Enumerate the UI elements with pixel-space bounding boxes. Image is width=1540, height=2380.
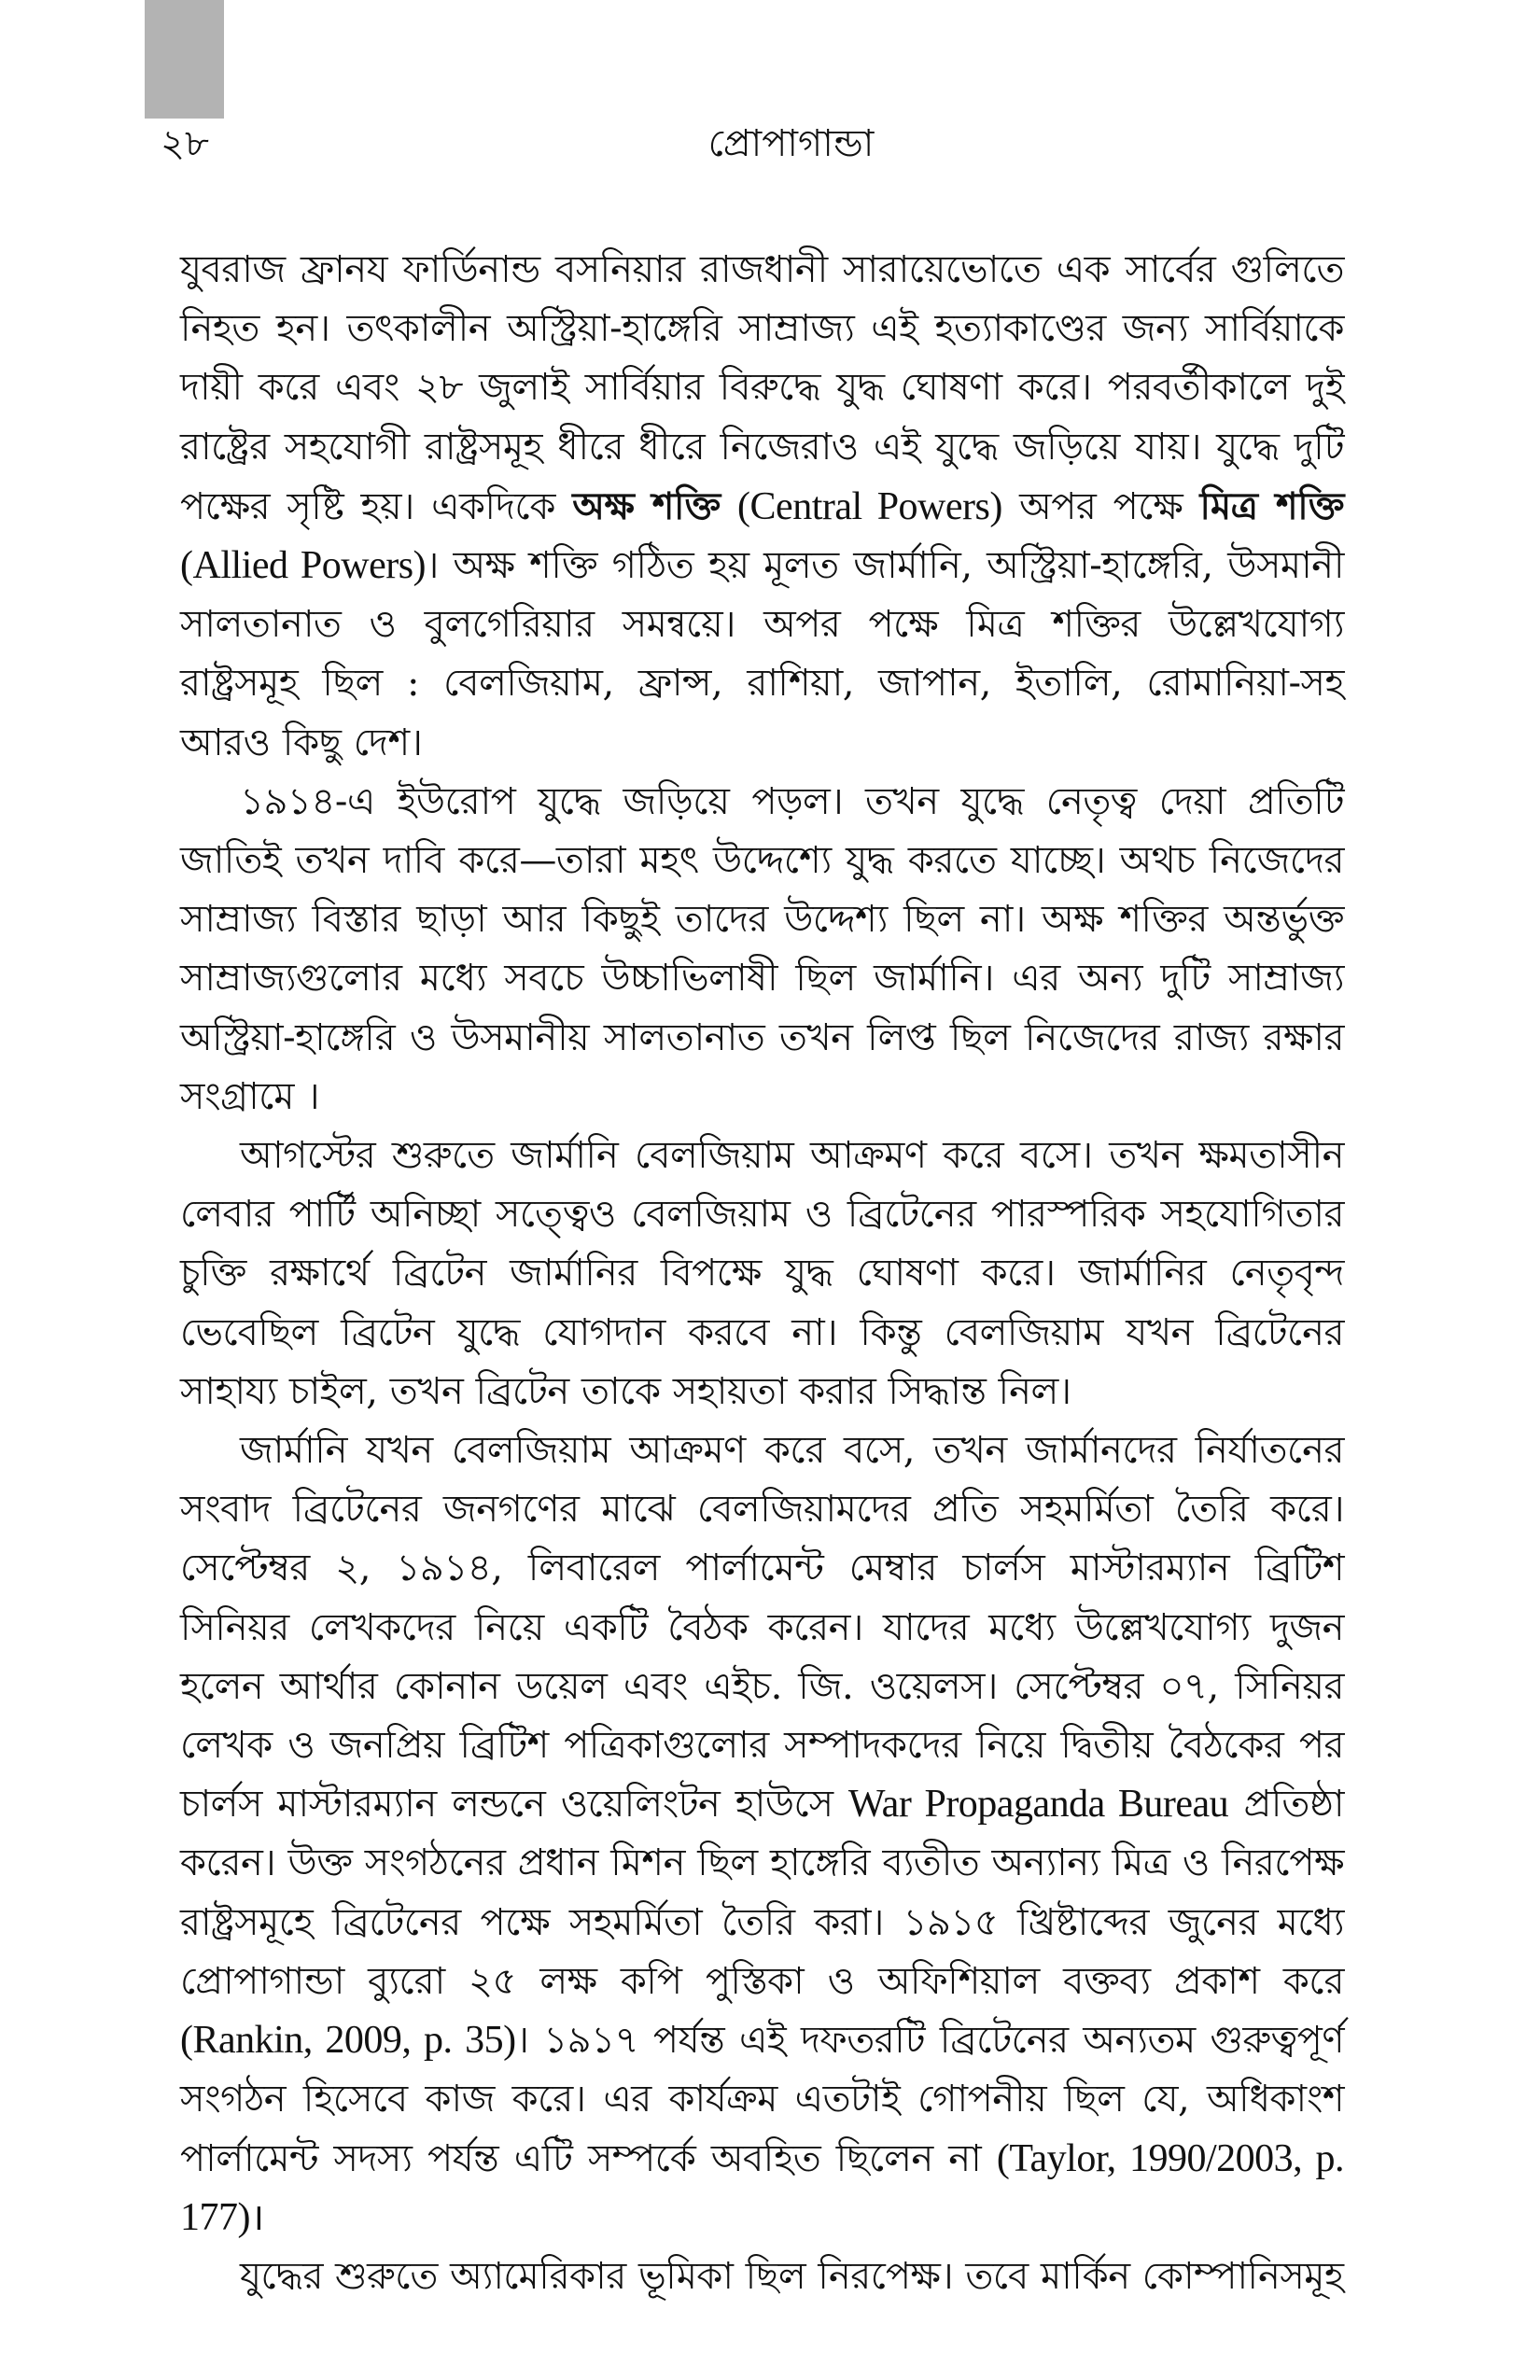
text-run: । bbox=[250, 2195, 264, 2239]
bold-term: মিত্র শক্তি bbox=[1199, 483, 1345, 528]
latin-term: (Rankin, 2009, p. 35) bbox=[180, 2019, 516, 2063]
paragraph-p1 bbox=[180, 241, 1344, 773]
text-run bbox=[721, 485, 737, 528]
text-run: প্রতিষ্ঠা করেন। উক্ত সংগঠনের প্রধান মিশন ছিল হাঙ্গেরি ব্যতীত অন্যান্য মিত্র ও নিরপেক্ষ রাষ্ট্রসমূহে ব্রিটেনের পক্ষে সহমর্মিতা তৈরি করা। ১৯১৫ খ্রিষ্টাব্দের জুনের মধ্যে প্রোপাগান্ডা ব্যুরো ২৫ লক্ষ কপি পুস্তিকা ও অফিশিয়াল বক্তব্য প্রকাশ করে bbox=[180, 1783, 1345, 2003]
bold-term: অক্ষ শক্তি bbox=[572, 483, 721, 528]
paragraph-p4 bbox=[180, 1421, 1344, 2247]
latin-term: (Taylor, 1990/2003, p. 177) bbox=[180, 2136, 1344, 2239]
running-head-title: প্রোপাগান্ডা bbox=[707, 122, 875, 165]
paragraph-p5 bbox=[180, 2247, 1344, 2306]
text-run: অপর পক্ষে bbox=[1001, 484, 1200, 528]
text-run: জার্মানি যখন বেলজিয়াম আক্রমণ করে বসে, তখন জার্মানদের নির্যাতনের সংবাদ ব্রিটেনের জনগণের মাঝে বেলজিয়ামদের প্রতি সহমর্মিতা তৈরি করে। সেপ্টেম্বর ২, ১৯১৪, লিবারেল পার্লামেন্ট মেম্বার চার্লস মাস্টারম্যান ব্রিটিশ সিনিয়র লেখকদের নিয়ে একটি বৈঠক করেন। যাদের মধ্যে উল্লেখযোগ্য দুজন হলেন আর্থার কোনান ডয়েল এবং এইচ. জি. ওয়েলস। সেপ্টেম্বর ০৭, সিনিয়র লেখক ও জনপ্রিয় ব্রিটিশ পত্রিকাগুলোর সম্পাদকদের নিয়ে দ্বিতীয় বৈঠকের পর চার্লস মাস্টারম্যান লন্ডনে ওয়েলিংটন হাউসে bbox=[180, 1429, 1344, 1827]
paragraph-p3 bbox=[180, 1127, 1344, 1421]
latin-term: (Central Powers) bbox=[737, 484, 1002, 528]
body-text bbox=[180, 241, 1344, 2306]
text-run: যুদ্ধের শুরুতে অ্যামেরিকার ভূমিকা ছিল নিরপেক্ষ। তবে মার্কিন কোম্পানিসমূহ bbox=[240, 2254, 1344, 2298]
text-run: । অক্ষ শক্তি গঠিত হয় মূলত জার্মানি, অস্ট্রিয়া-হাঙ্গেরি, উসমানী সালতানাত ও বুলগেরিয়ার সমন্বয়ে। অপর পক্ষে মিত্র শক্তির উল্লেখযোগ্য রাষ্ট্রসমূহ ছিল : বেলজিয়াম, ফ্রান্স, রাশিয়া, জাপান, ইতালি, রোমানিয়া-সহ আরও কিছু দেশ। bbox=[180, 544, 1344, 764]
page-edge-tab-marker bbox=[145, 0, 224, 119]
paragraph-p2 bbox=[180, 773, 1344, 1127]
text-run: ১৯১৪-এ ইউরোপ যুদ্ধে জড়িয়ে পড়ল। তখন যুদ্ধে নেতৃত্ব দেয়া প্রতিটি জাতিই তখন দাবি করে—তারা মহৎ উদ্দেশ্যে যুদ্ধ করতে যাচ্ছে। অথচ নিজেদের সাম্রাজ্য বিস্তার ছাড়া আর কিছুই তাদের উদ্দেশ্য ছিল না। অক্ষ শক্তির অন্তর্ভুক্ত সাম্রাজ্যগুলোর মধ্যে সবচে উচ্চাভিলাষী ছিল জার্মানি। এর অন্য দুটি সাম্রাজ্য অস্ট্রিয়া-হাঙ্গেরি ও উসমানীয় সালতানাত তখন লিপ্ত ছিল নিজেদের রাজ্য রক্ষার সংগ্রামে । bbox=[180, 779, 1344, 1118]
text-run: । ১৯১৭ পর্যন্ত এই দফতরটি ব্রিটেনের অন্যতম গুরুত্বপূর্ণ সংগঠন হিসেবে কাজ করে। এর কার্যক্রম এতটাই গোপনীয় ছিল যে, অধিকাংশ পার্লামেন্ট সদস্য পর্যন্ত এটি সম্পর্কে অবহিত ছিলেন না bbox=[180, 2019, 1345, 2180]
text-run: আগস্টের শুরুতে জার্মানি বেলজিয়াম আক্রমণ করে বসে। তখন ক্ষমতাসীন লেবার পার্টি অনিচ্ছা সত্ত্বেও বেলজিয়াম ও ব্রিটেনের পারস্পরিক সহযোগিতার চুক্তি রক্ষার্থে ব্রিটেন জার্মানির বিপক্ষে যুদ্ধ ঘোষণা করে। জার্মানির নেতৃবৃন্দ ভেবেছিল ব্রিটেন যুদ্ধে যোগদান করবে না। কিন্তু বেলজিয়াম যখন ব্রিটেনের সাহায্য চাইল, তখন ব্রিটেন তাকে সহায়তা করার সিদ্ধান্ত নিল। bbox=[180, 1134, 1344, 1413]
text-run: যুবরাজ ফ্রানয ফার্ডিনান্ড বসনিয়ার রাজধানী সারায়েভোতে এক সার্বের গুলিতে নিহত হন। তৎকালীন অস্ট্রিয়া-হাঙ্গেরি সাম্রাজ্য এই হত্যাকাণ্ডের জন্য সার্বিয়াকে দায়ী করে এবং ২৮ জুলাই সার্বিয়ার বিরুদ্ধে যুদ্ধ ঘোষণা করে। পরবর্তীকালে দুই রাষ্ট্রের সহযোগী রাষ্ট্রসমূহ ধীরে ধীরে নিজেরাও এই যুদ্ধে জড়িয়ে যায়। যুদ্ধে দুটি পক্ষের সৃষ্টি হয়। একদিকে bbox=[180, 248, 1344, 528]
latin-term: (Allied Powers) bbox=[180, 544, 427, 588]
page-number: ২৮ bbox=[161, 122, 209, 165]
latin-term: War Propaganda Bureau bbox=[847, 1783, 1229, 1827]
